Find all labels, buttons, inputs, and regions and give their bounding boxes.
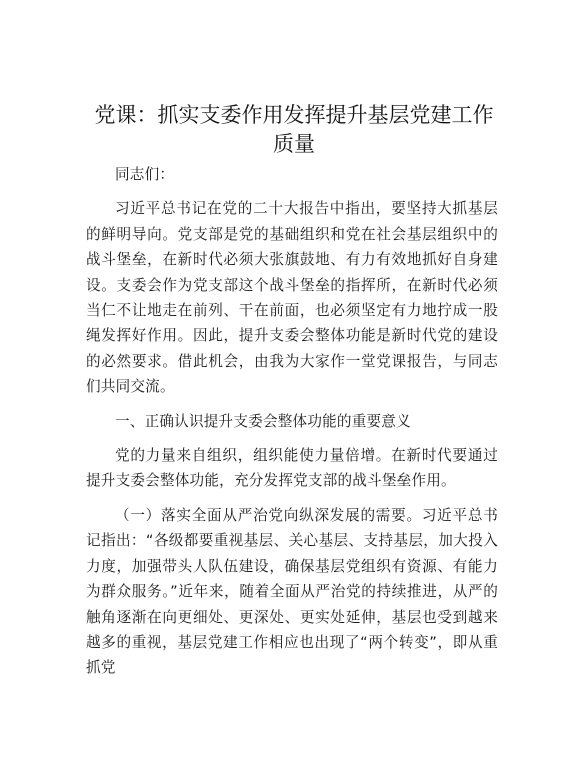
subsection-1-paragraph: （一）落实全面从严治党向纵深发展的需要。习近平总书记指出：“各级都要重视基层、关心基层、支持基层，加大投入力度，加强带头人队伍建设，确保基层党组织有资源、有能力为群众服务。”近年来，随着全面从严治党的持续推进，从严的触角逐渐在向更细处、更深处、更实处延伸，基层也受到越来越多的重视，基层党建工作相应也出现了“两个转变”，即从重抓党 [86, 506, 498, 677]
document-title: 党课：抓实支委作用发挥提升基层党建工作质量 [94, 103, 494, 156]
document-body [86, 162, 498, 690]
salutation-paragraph: 同志们： [115, 166, 175, 183]
section-1-intro-paragraph: 党的力量来自组织，组织能使力量倍增。在新时代要通过提升支委会整体功能，充分发挥党支部的战斗堡垒作用。 [86, 447, 498, 490]
section-heading-1: 一、正确认识提升支委会整体功能的重要意义 [115, 412, 411, 430]
intro-paragraph: 习近平总书记在党的二十大报告中指出，要坚持大抓基层的鲜明导向。党支部是党的基础组织和党在社会基层组织中的战斗堡垒，在新时代必须大张旗鼓地、有力有效地抓好自身建设。支委会作为党支部这个战斗堡垒的指挥所，在新时代必须当仁不让地走在前列、干在前面，也必须坚定有力地拧成一股绳发挥好作用。因此，提升支委会整体功能是新时代党的建设的必然要求。借此机会，由我为大家作一堂党课报告，与同志们共同交流。 [86, 200, 498, 396]
